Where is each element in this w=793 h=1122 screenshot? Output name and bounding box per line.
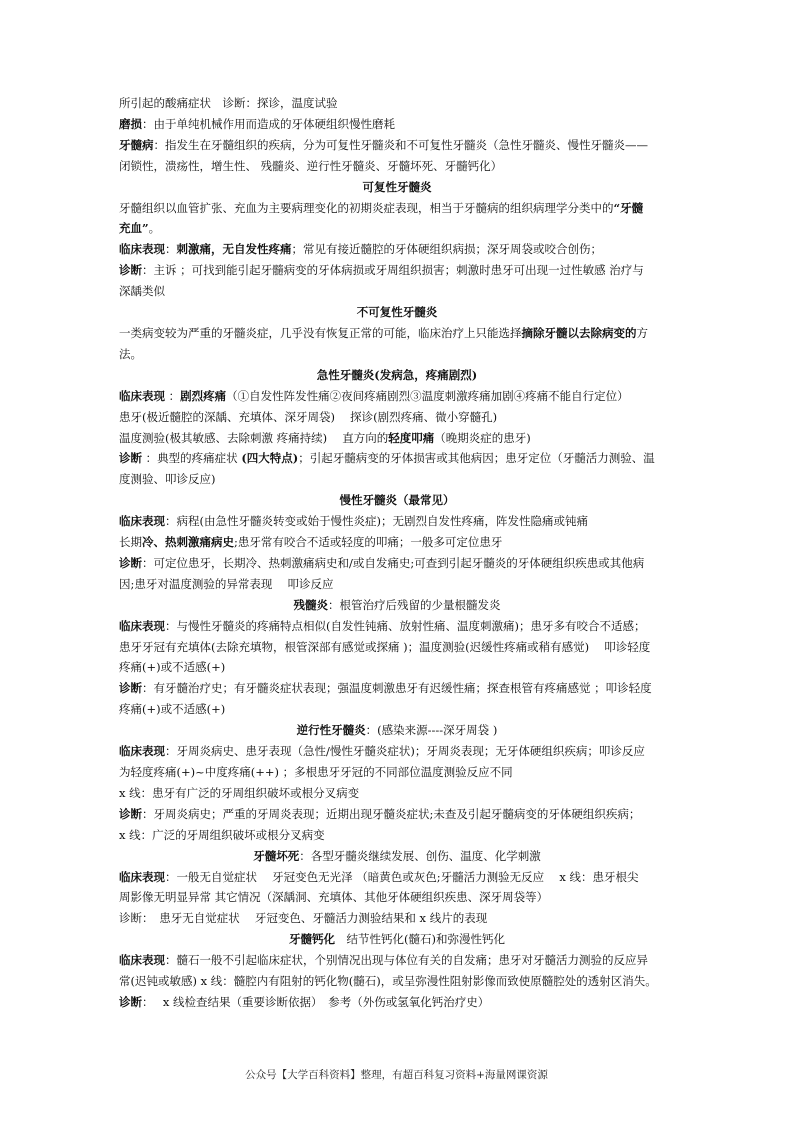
bold-text: 临床表现 xyxy=(119,388,165,403)
bold-text: 诊断 xyxy=(119,263,142,278)
bold-text: (四大特点) xyxy=(241,451,299,466)
page-footer: 公众号【大学百科资料】整理，有超百科复习资料+海量网课资源 xyxy=(245,1069,548,1081)
text-line xyxy=(119,448,675,469)
text-segment: 患牙(极近髓腔的深龋、充填体、深牙周袋) 探诊(剧烈疼痛、微小穿髓孔) xyxy=(119,409,498,424)
text-line xyxy=(119,218,675,239)
text-line xyxy=(119,135,675,156)
text-segment: 为轻度疼痛(+)~中度疼痛(++) ；多根患牙牙冠的不同部位温度测验反应不同 xyxy=(119,765,513,779)
bold-text: 可复性牙髓炎 xyxy=(362,179,432,194)
text-segment: ：由于单纯机械作用而造成的牙体硬组织慢性磨耗 xyxy=(142,116,395,131)
text-line xyxy=(119,783,675,804)
bold-text: 临床表现 xyxy=(119,514,165,529)
text-line xyxy=(119,553,675,574)
text-line xyxy=(119,93,675,114)
text-segment: 诊断： 患牙无自觉症状 牙冠变色、牙髓活力测验结果和 x 线片的表现 xyxy=(119,911,488,926)
text-segment: ;患牙常有咬合不适或轻度的叩痛；一般多可定位患牙 xyxy=(234,535,503,550)
text-segment: ：病程(由急性牙髓炎转变或始于慢性炎症)；无剧烈自发性疼痛，阵发性隐痛或钝痛 xyxy=(165,514,588,529)
bold-text: 牙髓坏死 xyxy=(253,848,300,863)
bold-text: 摘除牙髓以去除病变的 xyxy=(521,325,637,340)
text-line xyxy=(119,887,675,908)
text-line xyxy=(119,762,675,783)
bold-text: 牙髓病 xyxy=(119,137,154,152)
text-line xyxy=(119,908,675,929)
bold-text: 诊断 xyxy=(119,806,142,821)
bold-text: 慢性牙髓炎（最常见） xyxy=(339,493,455,508)
text-segment: 因;患牙对温度测验的异常表现 叩诊反应 xyxy=(119,576,334,591)
text-segment: 温度测验(极其敏感、去除刺激 疼痛持续) 直方向的 xyxy=(119,430,389,445)
text-line xyxy=(119,825,675,846)
text-segment: 结节性钙化(髓石)和弥漫性钙化 xyxy=(335,932,505,947)
bold-text: 诊断 xyxy=(119,451,142,466)
text-segment: 法。 xyxy=(119,346,142,361)
bold-text: 充血” xyxy=(119,221,149,236)
text-line xyxy=(119,114,675,135)
bold-text: 临床表现 xyxy=(119,869,165,884)
text-line xyxy=(119,428,675,449)
text-segment: ：牙周炎病史、患牙表现（急性/慢性牙髓炎症状)；牙周炎表现；无牙体硬组织疾病；叩诊反应 xyxy=(165,744,645,759)
bold-text: 轻度叩痛 xyxy=(388,430,435,445)
text-segment: ；常见有接近髓腔的牙体硬组织病损；深牙周袋或咬合创伤； xyxy=(291,242,602,257)
bold-text: 逆行性牙髓炎 xyxy=(296,723,366,738)
text-line xyxy=(119,699,675,720)
text-line xyxy=(119,198,675,219)
text-segment: ：主诉 ；可找到能引起牙髓病变的牙体病损或牙周组织损害；刺激时患牙可出现一过性敏感 治疗与 xyxy=(142,263,644,278)
document-body xyxy=(119,93,675,1013)
text-line xyxy=(119,156,675,177)
text-segment: 长期 xyxy=(119,535,142,550)
text-segment: ：(感染来源----深牙周袋 ) xyxy=(365,723,498,738)
section-heading xyxy=(119,177,675,198)
text-line xyxy=(119,971,675,992)
text-line xyxy=(119,469,675,490)
bold-text: 诊断 xyxy=(119,681,142,696)
text-line xyxy=(119,239,675,260)
section-heading xyxy=(119,490,675,511)
section-heading xyxy=(119,365,675,386)
text-line xyxy=(119,407,675,428)
text-line xyxy=(119,678,675,699)
section-heading xyxy=(119,846,675,867)
section-heading xyxy=(119,929,675,950)
text-segment: 。 xyxy=(148,221,161,236)
text-line xyxy=(119,741,675,762)
text-segment: ： xyxy=(165,242,177,257)
text-segment: 闭锁性，溃疡性，增生性、 残髓炎、逆行性牙髓炎、牙髓坏死、牙髓钙化） xyxy=(119,158,503,173)
bold-text: 诊断 xyxy=(119,994,142,1009)
section-heading xyxy=(119,595,675,616)
text-line xyxy=(119,260,675,281)
text-line xyxy=(119,344,675,365)
text-segment: ：一般无自觉症状 牙冠变色无光泽 （暗黄色或灰色;牙髓活力测验无反应 x 线：患牙根尖 xyxy=(165,869,639,884)
text-line xyxy=(119,804,675,825)
text-line xyxy=(119,657,675,678)
text-segment: ：指发生在牙髓组织的疾病，分为可复性牙髓炎和不可复性牙髓炎（急性牙髓炎、慢性牙髓炎—— xyxy=(153,137,648,152)
text-line xyxy=(119,616,675,637)
bold-text: 临床表现 xyxy=(119,242,165,257)
text-segment: （晚期炎症的患牙) xyxy=(434,430,531,445)
text-line xyxy=(119,532,675,553)
text-line xyxy=(119,323,675,344)
bold-text: 残髓炎 xyxy=(293,597,328,612)
text-segment: ：牙周炎病史；严重的牙周炎表现；近期出现牙髓炎症状;未查及引起牙髓病变的牙体硬组织疾病； xyxy=(142,806,641,821)
bold-text: 剧烈疼痛 xyxy=(180,388,227,403)
bold-text: 冷、热刺激痛病史 xyxy=(142,535,234,550)
text-segment: 患牙牙冠有充填体(去除充填物，根管深部有感觉或探痛 )；温度测验(迟缓性疼痛或稍有感觉) 叩诊轻度 xyxy=(119,639,651,654)
bold-text: 临床表现 xyxy=(119,953,165,968)
bold-text: 临床表现 xyxy=(119,744,165,759)
text-segment: ： x 线检查结果（重要诊断依据） 参考（外伤或氢氧化钙治疗史） xyxy=(142,994,490,1009)
text-line xyxy=(119,950,675,971)
bold-text: 急性牙髓炎(发病急，疼痛剧烈) xyxy=(316,367,478,382)
text-segment: x 线：患牙有广泛的牙周组织破坏或根分叉病变 xyxy=(119,785,360,800)
text-segment: ；引起牙髓病变的牙体损害或其他病因；患牙定位（牙髓活力测验、温 xyxy=(298,451,655,466)
bold-text: 临床表现 xyxy=(119,618,165,633)
text-segment: 所引起的酸痛症状 诊断：探诊，温度试验 xyxy=(119,96,338,110)
text-segment: 周影像无明显异常 其它情况（深龋洞、充填体、其他牙体硬组织疾患、深牙周袋等） xyxy=(119,890,549,905)
text-segment: 深龋类似 xyxy=(119,284,165,299)
text-segment: 一类病变较为严重的牙髓炎症，几乎没有恢复正常的可能，临床治疗上只能选择 xyxy=(119,325,522,340)
text-segment: 牙髓组织以血管扩张、充血为主要病理变化的初期炎症表现，相当于牙髓病的组织病理学分类中的 xyxy=(119,200,614,215)
text-segment: 常(迟钝或敏感) x 线：髓腔内有阻射的钙化物(髓石)，或呈弥漫性阻射影像而致使原髓腔处的透射区消失。 xyxy=(119,974,657,989)
bold-text: 诊断 xyxy=(119,555,142,570)
text-segment: 疼痛(+)或不适感(+) xyxy=(119,660,226,675)
text-segment: ： xyxy=(165,388,181,403)
text-segment: （①自发性阵发性痛②夜间疼痛剧烈③温度刺激疼痛加剧④疼痛不能自行定位） xyxy=(226,388,629,403)
text-segment: x 线：广泛的牙周组织破坏或根分叉病变 xyxy=(119,827,325,842)
text-line xyxy=(119,992,675,1013)
text-line xyxy=(119,574,675,595)
section-heading xyxy=(119,302,675,323)
text-line xyxy=(119,637,675,658)
section-heading xyxy=(119,720,675,741)
text-segment: ：有牙髓治疗史；有牙髓炎症状表现；强温度刺激患牙有迟缓性痛；探查根管有疼痛感觉 ；叩诊轻度 xyxy=(142,681,652,696)
text-line xyxy=(119,511,675,532)
text-segment: ：各型牙髓炎继续发展、创伤、温度、化学刺激 xyxy=(299,848,541,863)
text-segment: 疼痛(+)或不适感(+) xyxy=(119,702,226,717)
bold-text: 磨损 xyxy=(119,116,142,131)
bold-text: 刺激痛，无自发性疼痛 xyxy=(176,242,292,257)
text-line xyxy=(119,386,675,407)
text-segment: ：与慢性牙髓炎的疼痛特点相似(自发性钝痛、放射性痛、温度刺激痛)；患牙多有咬合不适感； xyxy=(165,618,646,633)
text-segment: 度测验、叩诊反应) xyxy=(119,472,216,487)
text-line xyxy=(119,867,675,888)
text-line xyxy=(119,281,675,302)
text-segment: ：可定位患牙，长期冷、热刺激痛病史和/或自发痛史;可查到引起牙髓炎的牙体硬组织疾患或其他病 xyxy=(142,555,645,570)
bold-text: 牙髓钙化 xyxy=(289,932,335,947)
bold-text: “牙髓 xyxy=(613,200,644,215)
text-segment: ：典型的疼痛症状 xyxy=(142,451,242,466)
text-segment: 方 xyxy=(636,325,648,340)
text-segment: ：根管治疗后残留的少量根髓发炎 xyxy=(328,597,501,612)
bold-text: 不可复性牙髓炎 xyxy=(356,305,438,320)
text-segment: ：髓石一般不引起临床症状，个别情况出现与体位有关的自发痛；患牙对牙髓活力测验的反应异 xyxy=(165,953,648,968)
